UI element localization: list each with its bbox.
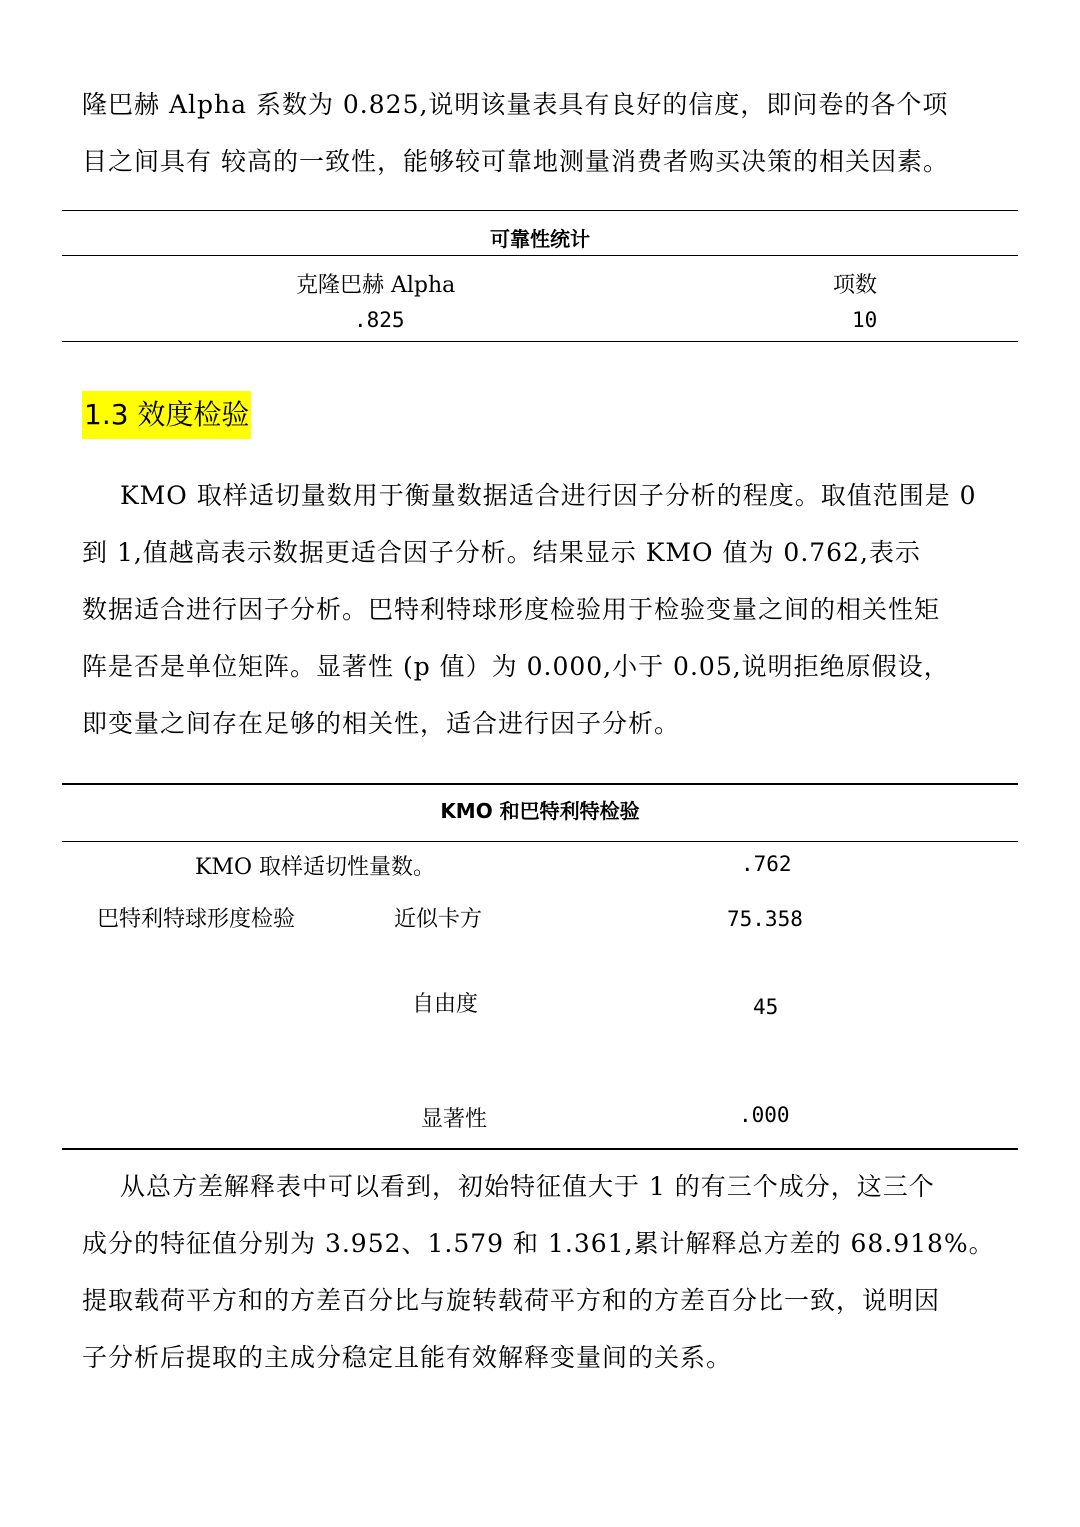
df-value: 45 bbox=[753, 995, 779, 1019]
df-label: 自由度 bbox=[412, 992, 479, 1017]
significance-label: 显著性 bbox=[421, 1107, 488, 1132]
variance-paragraph bbox=[82, 1158, 1012, 1386]
paragraph-line: 隆巴赫 Alpha 系数为 0.825,说明该量表具有良好的信度，即问卷的各个项 bbox=[82, 90, 949, 119]
intro-paragraph bbox=[82, 76, 1012, 190]
bartlett-label: 巴特利特球形度检验 bbox=[97, 907, 296, 932]
paragraph-line: 成分的特征值分别为 3.952、1.579 和 1.361,累计解释总方差的 68.918%。 bbox=[82, 1229, 995, 1258]
paragraph-line: 提取载荷平方和的方差百分比与旋转载荷平方和的方差百分比一致，说明因 bbox=[82, 1286, 941, 1315]
paragraph-line: KMO 取样适切量数用于衡量数据适合进行因子分析的程度。取值范围是 0 bbox=[120, 481, 977, 510]
paragraph-line: 阵是否是单位矩阵。显著性 (p 值）为 0.000,小于 0.05,说明拒绝原假设， bbox=[82, 652, 950, 681]
reliability-header-items: 项数 bbox=[833, 273, 878, 298]
table-bottom-rule bbox=[62, 1148, 1018, 1150]
reliability-value-items: 10 bbox=[852, 308, 878, 332]
paragraph-line: 目之间具有 较高的一致性，能够较可靠地测量消费者购买决策的相关因素。 bbox=[82, 147, 949, 176]
table-header-rule bbox=[62, 255, 1018, 256]
table-bottom-rule bbox=[62, 341, 1018, 342]
reliability-header-alpha: 克隆巴赫 Alpha bbox=[296, 273, 456, 298]
section-heading: 1.3 效度检验 bbox=[82, 391, 251, 439]
chi-square-label: 近似卡方 bbox=[394, 907, 483, 932]
reliability-value-alpha: .825 bbox=[354, 308, 405, 332]
kmo-table-title: KMO 和巴特利特检验 bbox=[440, 799, 640, 823]
paragraph-line: 到 1,值越高表示数据更适合因子分析。结果显示 KMO 值为 0.762,表示 bbox=[82, 538, 921, 567]
table-header-rule bbox=[62, 841, 1018, 842]
paragraph-line: 数据适合进行因子分析。巴特利特球形度检验用于检验变量之间的相关性矩 bbox=[82, 595, 941, 624]
paragraph-line: 子分析后提取的主成分稳定且能有效解释变量间的关系。 bbox=[82, 1343, 733, 1372]
significance-value: .000 bbox=[739, 1103, 790, 1127]
reliability-table-title: 可靠性统计 bbox=[490, 227, 590, 251]
paragraph-line: 即变量之间存在足够的相关性，适合进行因子分析。 bbox=[82, 709, 681, 738]
kmo-paragraph bbox=[82, 467, 1012, 752]
table-top-rule bbox=[62, 783, 1018, 785]
chi-square-value: 75.358 bbox=[727, 907, 803, 931]
kmo-label: KMO 取样适切性量数。 bbox=[195, 855, 435, 880]
paragraph-line: 从总方差解释表中可以看到，初始特征值大于 1 的有三个成分，这三个 bbox=[120, 1172, 935, 1201]
kmo-value: .762 bbox=[741, 852, 792, 876]
table-top-rule bbox=[62, 210, 1018, 211]
